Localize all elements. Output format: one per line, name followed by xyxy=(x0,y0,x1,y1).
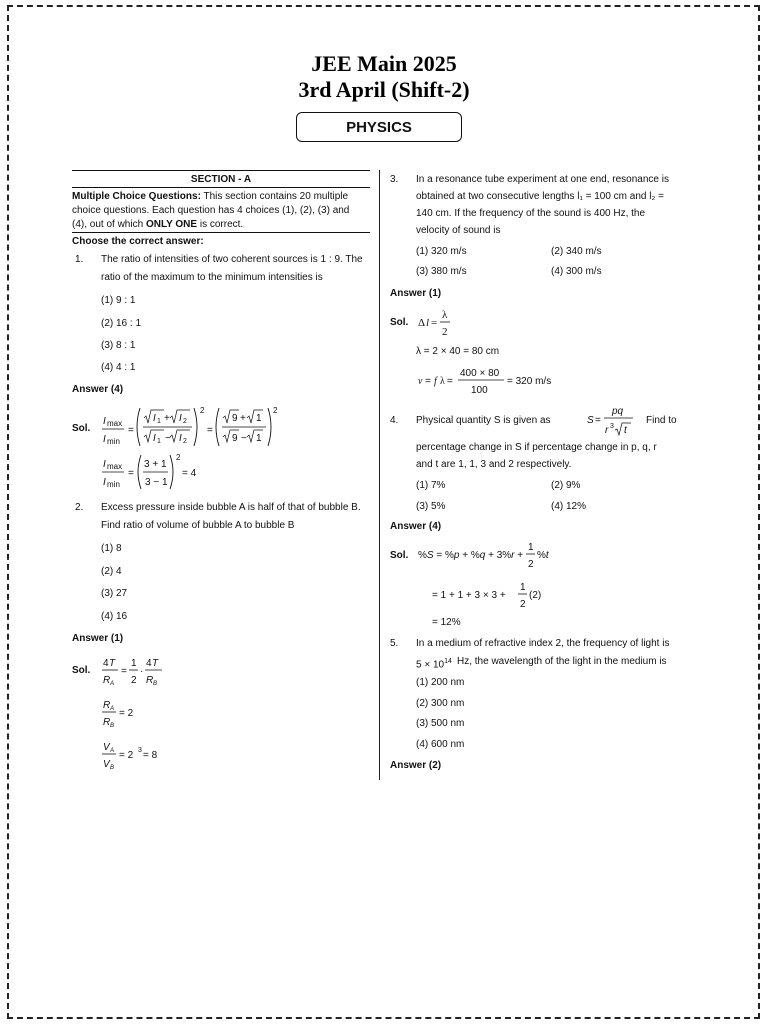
q5-frequency-value: $5 \times 10^{14}$ xyxy=(416,658,452,671)
svg-text:=: = xyxy=(431,317,438,329)
section-intro-line-1: Multiple Choice Questions: This section contains 20 multiple xyxy=(72,191,349,202)
svg-text:f: f xyxy=(434,376,437,387)
svg-text:B: B xyxy=(110,723,115,729)
section-bottom-rule xyxy=(72,232,370,233)
svg-text:A: A xyxy=(110,681,115,687)
svg-text:R: R xyxy=(103,717,111,728)
svg-text:2: 2 xyxy=(200,406,205,415)
svg-text:min: min xyxy=(107,480,120,489)
svg-text:1: 1 xyxy=(131,658,137,669)
svg-text:= 2: = 2 xyxy=(119,708,134,719)
q2-solution-equation-2 xyxy=(100,696,150,730)
option: (4) 16 xyxy=(101,611,128,622)
svg-text:%t: %t xyxy=(537,550,549,561)
svg-text:1: 1 xyxy=(157,438,161,445)
option: (2) 300 nm xyxy=(416,698,465,709)
svg-text:I: I xyxy=(179,413,182,424)
svg-text:l: l xyxy=(426,317,430,329)
svg-text:+: + xyxy=(240,413,246,424)
svg-text:= 4: = 4 xyxy=(182,468,197,479)
q1-solution-equation-2 xyxy=(100,452,200,492)
svg-text:Δ: Δ xyxy=(418,317,426,329)
svg-text:λ: λ xyxy=(440,376,445,387)
svg-text:=: = xyxy=(128,425,134,436)
svg-text:max: max xyxy=(107,462,123,471)
solution-label: Sol. xyxy=(72,423,91,434)
svg-text:3: 3 xyxy=(610,423,614,430)
svg-text:I: I xyxy=(103,434,106,445)
svg-text:2: 2 xyxy=(176,453,181,462)
svg-text:A: A xyxy=(110,706,115,712)
svg-text:I: I xyxy=(103,416,106,427)
option: (1) 200 nm xyxy=(416,677,465,688)
q3-solution-step: λ = 2 × 40 = 80 cm xyxy=(416,346,500,357)
option: (3) 27 xyxy=(101,588,128,599)
option: (4) 4 : 1 xyxy=(101,362,136,373)
question-text-line: Excess pressure inside bubble A is half of that of bubble B. xyxy=(101,502,361,513)
svg-text:v: v xyxy=(418,376,423,387)
exam-title: JEE Main 2025 xyxy=(311,51,457,76)
option: (2) 16 : 1 xyxy=(101,318,142,329)
svg-text:400 × 80: 400 × 80 xyxy=(460,368,500,379)
svg-text:B: B xyxy=(110,765,115,771)
question-number: 3. xyxy=(390,174,399,185)
question-text-line: In a resonance tube experiment at one end, resonance is xyxy=(416,174,669,185)
svg-text:2: 2 xyxy=(273,406,278,415)
svg-text:(2): (2) xyxy=(529,590,542,601)
option: (1) 8 xyxy=(101,543,122,554)
svg-text:R: R xyxy=(103,675,111,686)
solution-label: Sol. xyxy=(390,550,409,561)
svg-text:min: min xyxy=(107,437,120,446)
svg-text:=: = xyxy=(447,376,453,387)
question-text-line: In a medium of refractive index 2, the frequency of light is xyxy=(416,638,670,649)
question-text-line: and t are 1, 1, 3 and 2 respectively. xyxy=(416,459,572,470)
option: (1) 9 : 1 xyxy=(101,295,136,306)
svg-text:1: 1 xyxy=(157,418,161,425)
svg-text:= 2: = 2 xyxy=(119,750,134,761)
svg-text:2: 2 xyxy=(183,418,187,425)
svg-text:A: A xyxy=(110,748,115,754)
svg-text:V: V xyxy=(103,759,110,770)
option: (1) 7% xyxy=(416,480,446,491)
answer-label: Answer (1) xyxy=(72,633,124,644)
svg-text:pq: pq xyxy=(612,406,624,417)
option: (3) 5% xyxy=(416,501,446,512)
svg-text:=: = xyxy=(128,468,134,479)
answer-label: Answer (1) xyxy=(390,288,442,299)
svg-text:I: I xyxy=(153,433,156,444)
svg-text:max: max xyxy=(107,419,123,428)
svg-text:4: 4 xyxy=(103,658,109,669)
solution-label: Sol. xyxy=(390,317,409,328)
option: (2) 9% xyxy=(551,480,581,491)
svg-text:t: t xyxy=(624,425,627,436)
svg-text:B: B xyxy=(153,681,158,687)
question-number: 4. xyxy=(390,415,399,426)
svg-text:2: 2 xyxy=(520,599,526,610)
svg-text:1: 1 xyxy=(256,433,262,444)
svg-text:= 1 + 1 + 3 × 3 +: = 1 + 1 + 3 × 3 + xyxy=(432,590,506,601)
svg-text:= 8: = 8 xyxy=(143,750,158,761)
q4-solution-equation-2 xyxy=(430,580,550,614)
question-text-line: velocity of sound is xyxy=(416,225,501,236)
question-number: 2. xyxy=(75,502,84,513)
question-text-line: Hz, the wavelength of the light in the medium is xyxy=(457,656,667,667)
section-title: SECTION - A xyxy=(190,174,252,185)
svg-text:3 + 1: 3 + 1 xyxy=(144,459,167,470)
svg-text:1: 1 xyxy=(528,542,534,553)
answer-label: Answer (4) xyxy=(72,384,124,395)
svg-text:= 320 m/s: = 320 m/s xyxy=(507,376,552,387)
svg-text:2: 2 xyxy=(183,438,187,445)
question-text-line: percentage change in S if percentage change in p, q, r xyxy=(416,442,657,453)
question-text-line: ratio of the maximum to the minimum intensities is xyxy=(101,272,323,283)
q4-solution-result: = 12% xyxy=(432,617,461,628)
svg-text:=: = xyxy=(595,415,601,426)
svg-text:−: − xyxy=(165,433,171,444)
svg-text:3 − 1: 3 − 1 xyxy=(145,477,168,488)
option: (1) 320 m/s xyxy=(416,246,467,257)
question-text-line: 140 cm. If the frequency of the sound is 400 Hz, the xyxy=(416,208,646,219)
svg-text:=: = xyxy=(121,666,127,677)
svg-text:V: V xyxy=(103,742,110,753)
svg-text:I: I xyxy=(179,433,182,444)
column-divider xyxy=(379,170,380,780)
svg-text:9: 9 xyxy=(232,433,238,444)
option: (3) 8 : 1 xyxy=(101,340,136,351)
q3-solution-equation-2 xyxy=(416,364,566,398)
svg-text:λ: λ xyxy=(442,309,448,321)
question-text-line: The ratio of intensities of two coherent sources is 1 : 9. The xyxy=(101,254,363,265)
svg-text:+: + xyxy=(164,413,170,424)
svg-text:·: · xyxy=(140,666,144,677)
svg-text:2: 2 xyxy=(442,326,448,338)
svg-text:=: = xyxy=(207,425,213,436)
q1-solution-equation-1 xyxy=(100,404,280,450)
svg-text:−: − xyxy=(241,433,247,444)
q3-solution-equation-1 xyxy=(416,306,466,340)
option: (4) 12% xyxy=(551,501,587,512)
question-text-line: Find ratio of volume of bubble A to bubble B xyxy=(101,520,295,531)
svg-text:2: 2 xyxy=(131,675,137,686)
subject-label: PHYSICS xyxy=(296,112,462,142)
svg-text:3: 3 xyxy=(138,747,142,754)
section-top-rule xyxy=(72,170,370,171)
svg-text:9: 9 xyxy=(232,413,238,424)
option: (4) 300 m/s xyxy=(551,266,602,277)
svg-text:R: R xyxy=(146,675,154,686)
svg-text:I: I xyxy=(103,459,106,470)
svg-text:4: 4 xyxy=(146,658,152,669)
option: (2) 4 xyxy=(101,566,122,577)
svg-text:R: R xyxy=(103,700,111,711)
answer-label: Answer (2) xyxy=(390,760,442,771)
solution-label: Sol. xyxy=(72,665,91,676)
q4-formula xyxy=(585,402,640,438)
question-number: 5. xyxy=(390,638,399,649)
q2-solution-equation-1 xyxy=(100,654,170,688)
section-intro-line-3: (4), out of which ONLY ONE is correct. xyxy=(72,219,244,230)
svg-text:T: T xyxy=(109,658,116,669)
svg-text:r: r xyxy=(605,425,609,436)
q4-solution-equation-1 xyxy=(416,540,566,574)
option: (2) 340 m/s xyxy=(551,246,602,257)
svg-text:I: I xyxy=(153,413,156,424)
question-number: 1. xyxy=(75,254,84,265)
svg-text:2: 2 xyxy=(528,559,534,570)
svg-text:1: 1 xyxy=(256,413,262,424)
svg-text:%S = %p + %q + 3%r +: %S = %p + %q + 3%r + xyxy=(418,550,524,561)
svg-text:I: I xyxy=(103,477,106,488)
exam-date: 3rd April (Shift-2) xyxy=(298,77,470,102)
q2-solution-equation-3 xyxy=(100,738,170,772)
question-text-line: Physical quantity S is given as xyxy=(416,415,551,426)
svg-text:T: T xyxy=(152,658,159,669)
option: (4) 600 nm xyxy=(416,739,465,750)
svg-text:S: S xyxy=(587,415,594,426)
svg-text:=: = xyxy=(425,376,431,387)
instruction: Choose the correct answer: xyxy=(72,236,204,247)
section-rule xyxy=(72,187,370,188)
option: (3) 500 nm xyxy=(416,718,465,729)
question-text-line: obtained at two consecutive lengths l₁ = 100 cm and l₂ = xyxy=(416,191,664,202)
answer-label: Answer (4) xyxy=(390,521,442,532)
question-text-line: Find to xyxy=(646,415,677,426)
svg-text:1: 1 xyxy=(520,582,526,593)
section-intro-line-2: choice questions. Each question has 4 choices (1), (2), (3) and xyxy=(72,205,350,216)
svg-text:100: 100 xyxy=(471,385,488,396)
option: (3) 380 m/s xyxy=(416,266,467,277)
